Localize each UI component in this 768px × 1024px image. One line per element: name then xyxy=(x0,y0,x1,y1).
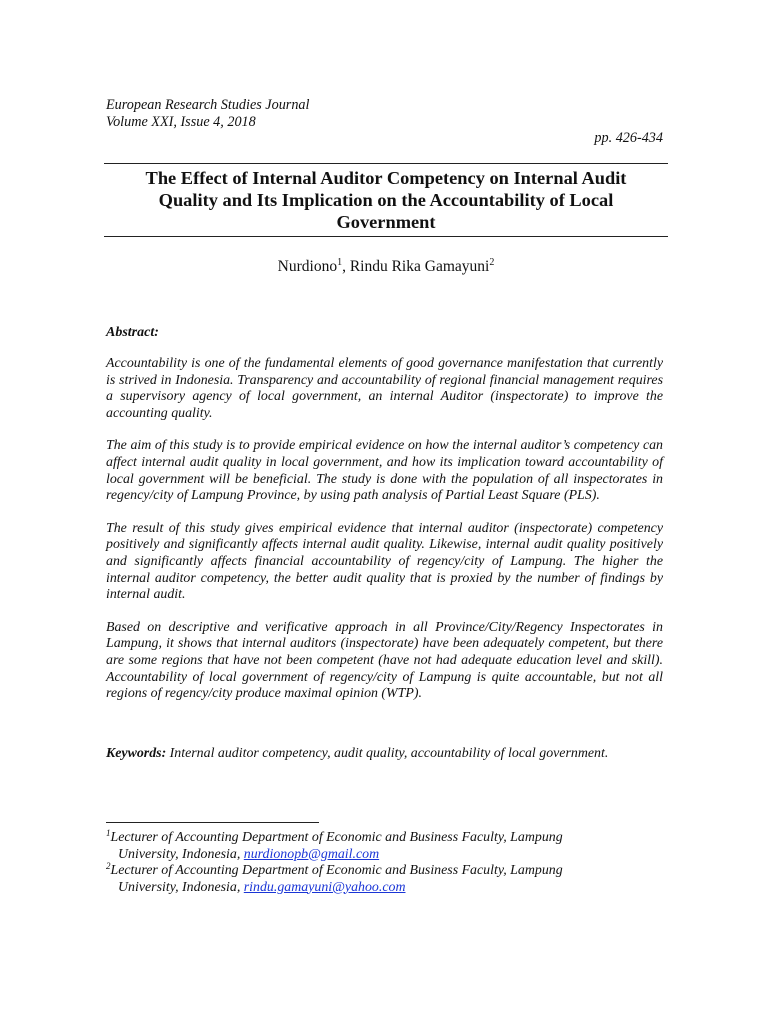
footnote-separator xyxy=(106,822,319,823)
footnotes xyxy=(106,830,666,896)
footnote-text: University, Indonesia, xyxy=(118,846,244,862)
footnote-continuation xyxy=(106,847,666,864)
author-email-link[interactable]: nurdionopb@gmail.com xyxy=(243,846,380,862)
footnote-mark: 2 xyxy=(106,861,111,871)
author-list xyxy=(104,257,668,277)
keywords-label: Keywords: xyxy=(106,746,167,761)
title-top-rule xyxy=(104,163,668,164)
author-email-link[interactable]: rindu.gamayuni@yahoo.com xyxy=(243,879,406,895)
keywords-text: Internal auditor competency, audit quality, accountability of local government. xyxy=(166,746,609,761)
abstract-paragraph: Accountability is one of the fundamental elements of good governance manifestation that currently is strived in Indonesia. Transparency and accountability of regional financial management requires a supervisory agency of local government, an internal Auditor (inspectorate) to improve the accounting quality. xyxy=(106,356,663,421)
title-line: Quality and Its Implication on the Accountability of Local xyxy=(158,190,614,210)
author-separator: , xyxy=(342,258,350,275)
keywords-line xyxy=(106,745,666,762)
journal-info xyxy=(106,97,309,131)
footnote-text: University, Indonesia, xyxy=(118,879,244,895)
footnote-text: Lecturer of Accounting Department of Economic and Business Faculty, Lampung xyxy=(110,863,563,878)
footnote xyxy=(106,863,666,880)
abstract-paragraph: The result of this study gives empirical evidence that internal auditor (inspectorate) competency positively and significantly affects internal audit quality. Likewise, internal audit quality positively and significantly affects financial accountability of regency/city of Lampung. The higher the internal auditor competency, the better audit quality that is proxied by the number of findings by internal audit. xyxy=(106,520,663,603)
author-affiliation-mark: 2 xyxy=(489,257,495,268)
title-line: Government xyxy=(336,212,436,232)
footnote-text: Lecturer of Accounting Department of Economic and Business Faculty, Lampung xyxy=(110,830,563,845)
footnote xyxy=(106,830,666,847)
abstract-body xyxy=(106,356,663,719)
author-name: Rindu Rika Gamayuni xyxy=(349,258,490,275)
title-line: The Effect of Internal Auditor Competency on Internal Audit xyxy=(145,168,627,188)
footnote-continuation xyxy=(106,880,666,897)
author-affiliation-mark: 1 xyxy=(337,257,343,268)
paper-title xyxy=(104,167,668,233)
journal-name: European Research Studies Journal xyxy=(106,97,310,113)
author-name: Nurdiono xyxy=(277,258,338,275)
title-bottom-rule xyxy=(104,236,668,237)
journal-volume: Volume XXI, Issue 4, 2018 xyxy=(106,114,256,130)
abstract-heading: Abstract: xyxy=(106,325,159,340)
page-range: pp. 426-434 xyxy=(594,130,663,146)
footnote-mark: 1 xyxy=(106,828,111,838)
abstract-paragraph: Based on descriptive and verificative approach in all Province/City/Regency Inspectorates in Lampung, it shows that internal auditors (inspectorate) have been adequately competent, but there are some regions that have not been competent (have not had adequate education level and skill). Accountability of local government of regency/city of Lampung is quite accountable, but not all regions of regency/city produce maximal opinion (WTP). xyxy=(106,619,663,702)
abstract-paragraph: The aim of this study is to provide empirical evidence on how the internal auditor’s competency can affect internal audit quality in local government, and how its implication toward accountability of local government will be beneficial. The study is done with the population of all inspectorates in regency/city of Lampung Province, by using path analysis of Partial Least Square (PLS). xyxy=(106,438,663,504)
